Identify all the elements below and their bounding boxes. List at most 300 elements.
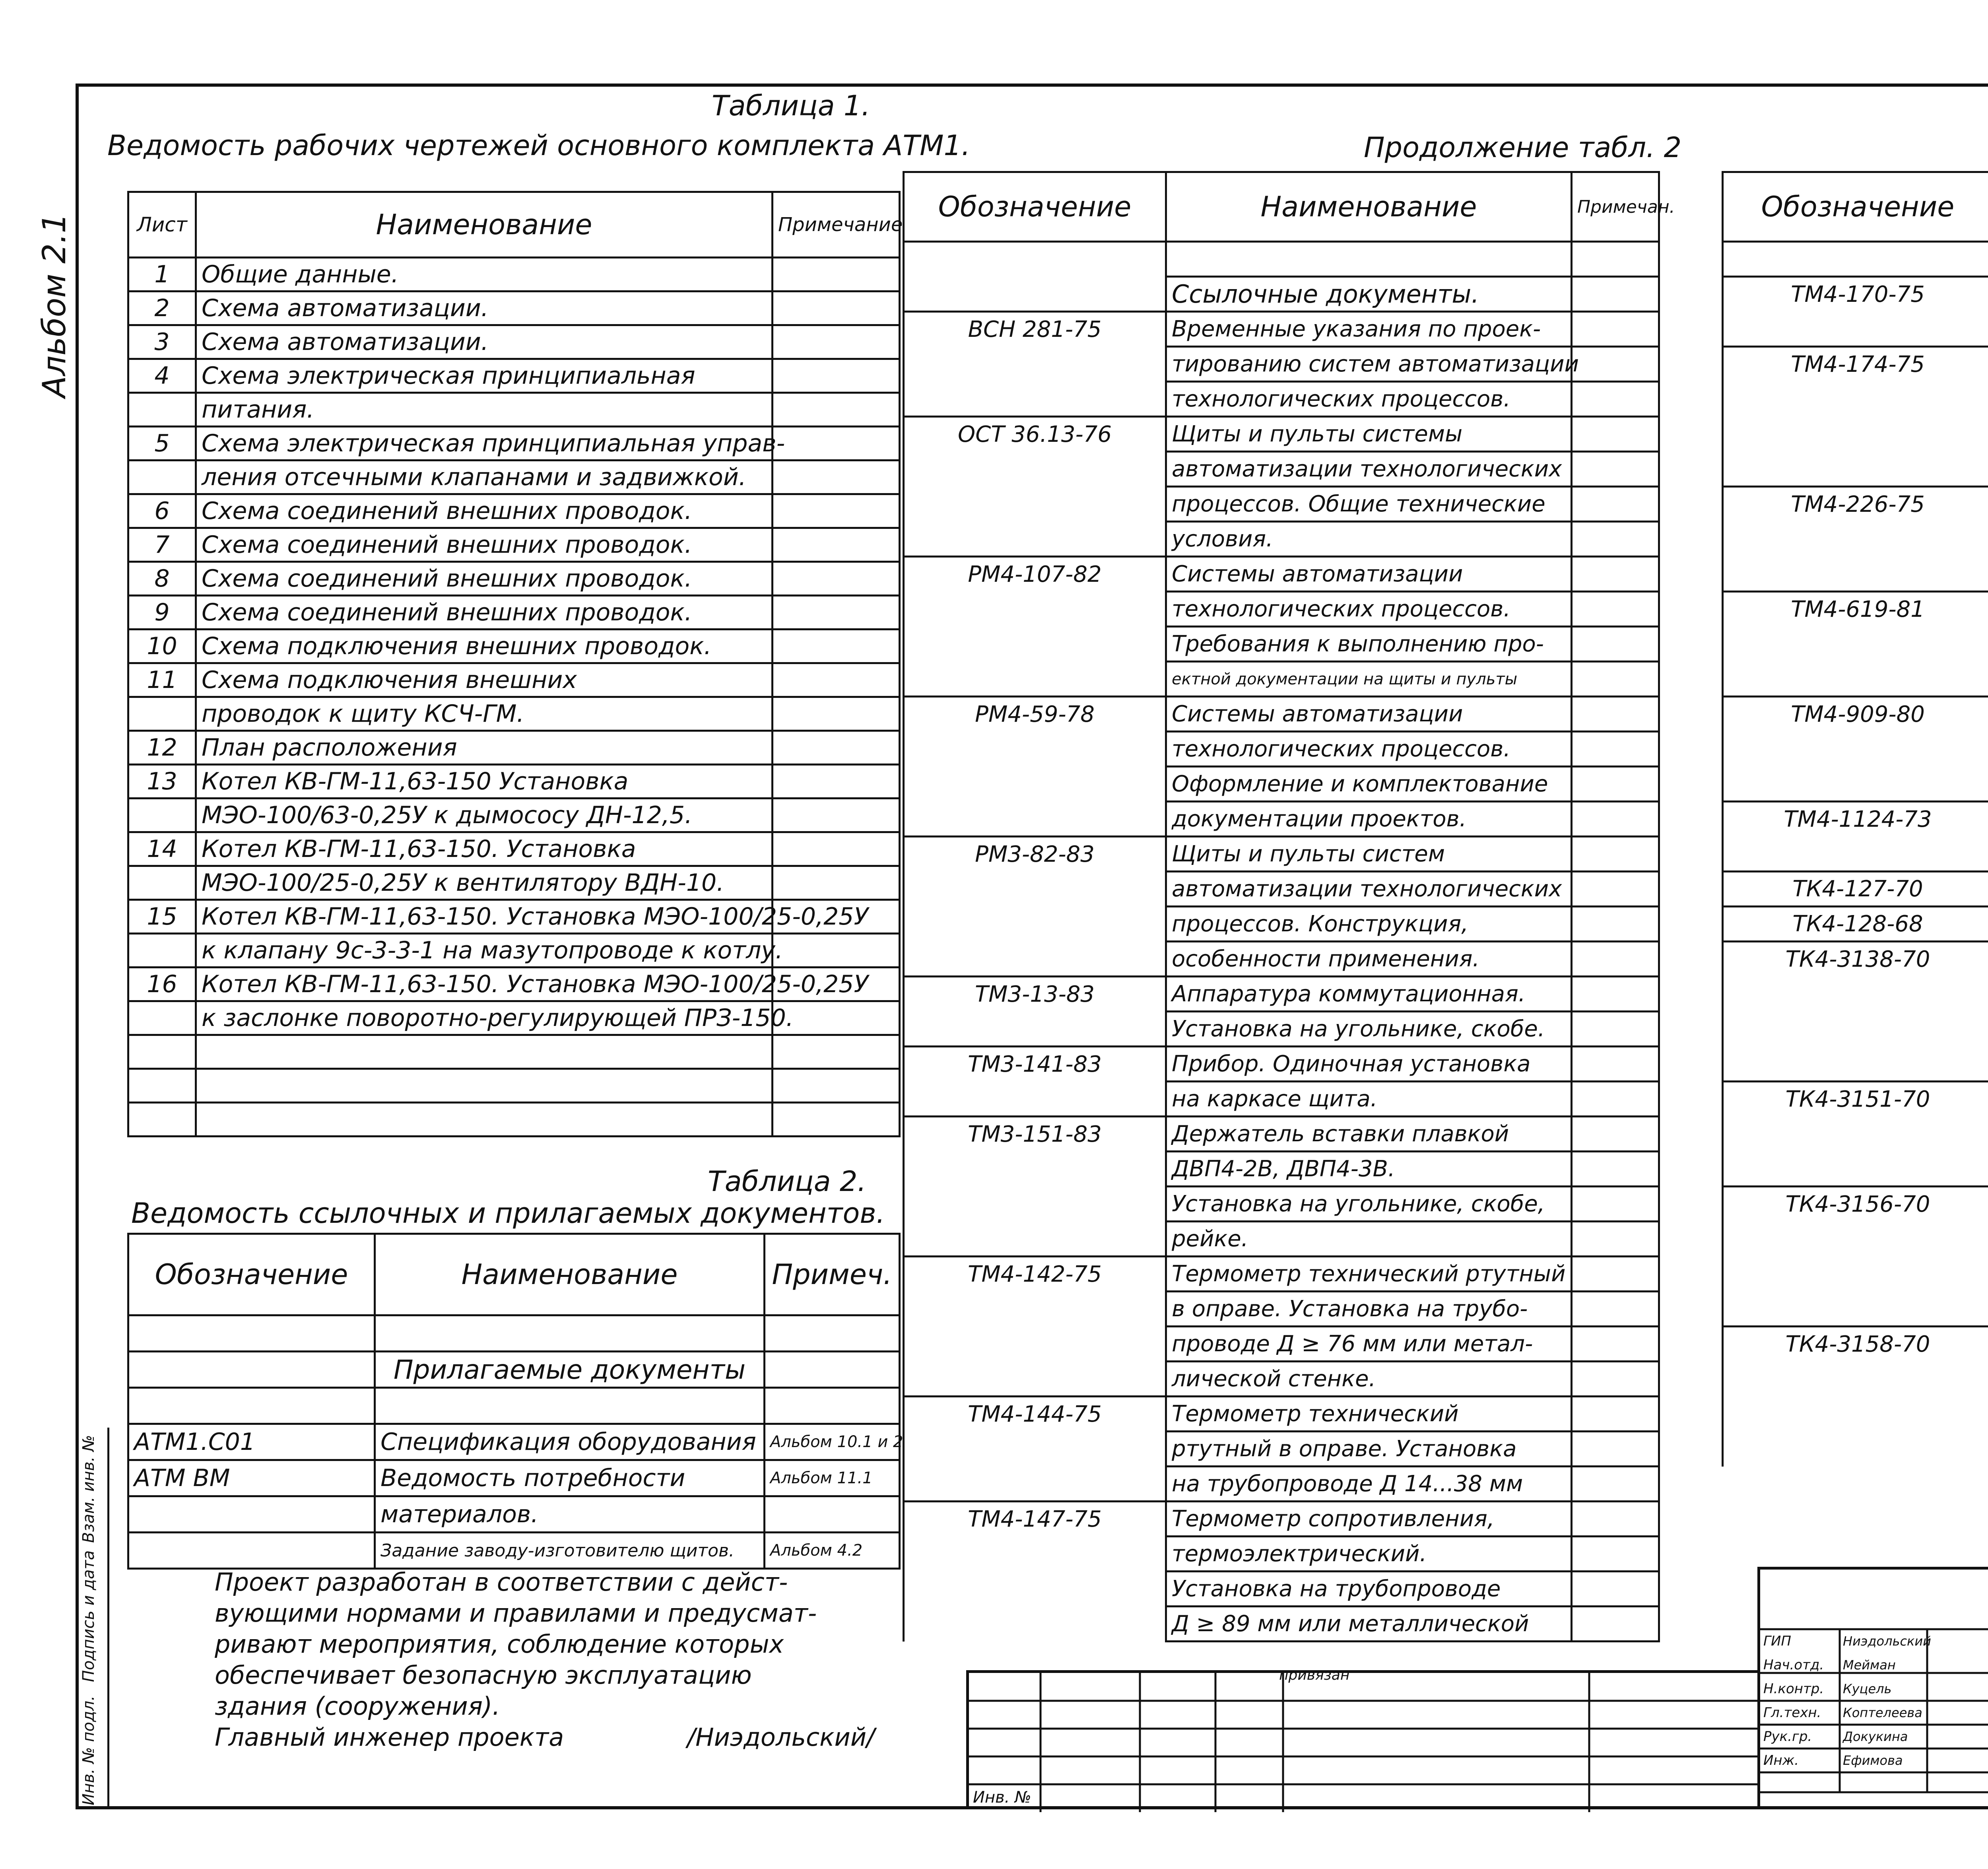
sheet-number: 2 xyxy=(128,291,196,325)
sheet-number: 12 xyxy=(128,731,196,765)
table-row xyxy=(904,802,1659,837)
doc-code xyxy=(904,1152,1166,1187)
table-row xyxy=(904,1327,1659,1362)
sheet-name: ления отсечными клапанами и задвижкой. xyxy=(196,460,773,494)
sheet-note xyxy=(773,596,900,629)
table3-header-code: Обозначение xyxy=(904,172,1166,242)
table-row xyxy=(1723,382,1988,417)
sheet-name: Схема электрическая принципиальная управ- xyxy=(196,427,773,460)
stamp-attached: привязан xyxy=(1279,1667,1350,1683)
table-row xyxy=(128,629,900,663)
sheet-name: Котел КВ-ГМ-11,63-150. Установка МЭО-100/25-0,25У xyxy=(196,900,773,934)
doc-note xyxy=(1572,382,1659,417)
doc-note xyxy=(1572,417,1659,452)
table2-header-name: Наименование xyxy=(375,1234,765,1315)
doc-note xyxy=(1572,1117,1659,1152)
doc-code xyxy=(128,1388,375,1424)
stamp-role: Н.контр. xyxy=(1763,1681,1824,1697)
table-row xyxy=(1723,1222,1988,1257)
sheet-note xyxy=(773,494,900,528)
doc-code xyxy=(1723,767,1988,802)
doc-code xyxy=(904,1292,1166,1327)
table3-header-note: Примечан. xyxy=(1572,172,1659,242)
table-row xyxy=(128,1352,900,1388)
doc-code xyxy=(1723,977,1988,1012)
doc-code xyxy=(904,872,1166,907)
sheet-number: 8 xyxy=(128,562,196,596)
table-row xyxy=(1723,557,1988,592)
sheet-number xyxy=(128,1035,196,1069)
note-line: обеспечивает безопасную эксплуатацию xyxy=(215,1661,752,1690)
table-row xyxy=(904,242,1659,277)
doc-code: ТК4-3156-70 xyxy=(1723,1187,1988,1222)
table-row xyxy=(904,767,1659,802)
stamp-role: Гл.техн. xyxy=(1763,1705,1821,1721)
doc-code xyxy=(904,1082,1166,1117)
sheet-note xyxy=(773,832,900,866)
note-line: ривают мероприятия, соблюдение которых xyxy=(215,1630,784,1659)
doc-code xyxy=(904,1607,1166,1642)
doc-note xyxy=(1572,242,1659,277)
table-row xyxy=(1723,277,1988,312)
table-row xyxy=(904,347,1659,382)
doc-note xyxy=(1572,1152,1659,1187)
table3 xyxy=(903,171,1675,1642)
table-row xyxy=(1723,977,1988,1012)
doc-code: ТМ3-13-83 xyxy=(904,977,1166,1012)
table1-header-name: Наименование xyxy=(196,192,773,258)
side-label-inv: Инв. № подл. xyxy=(80,1696,98,1805)
doc-note xyxy=(1572,452,1659,487)
doc-name: в оправе. Установка на трубо- xyxy=(1166,1292,1572,1327)
doc-code xyxy=(128,1533,375,1569)
doc-code xyxy=(904,732,1166,767)
table-row xyxy=(128,832,900,866)
table-row xyxy=(1723,1397,1988,1432)
table-row xyxy=(128,1388,900,1424)
table-row xyxy=(1723,522,1988,557)
sheet-number: 1 xyxy=(128,258,196,291)
doc-note xyxy=(765,1315,900,1352)
doc-code xyxy=(1723,1432,1988,1467)
table-row xyxy=(904,1572,1659,1607)
stamp-name: Ниэдольский xyxy=(1843,1634,1931,1649)
doc-code xyxy=(1723,662,1988,697)
table-row xyxy=(1723,802,1988,837)
table-row xyxy=(1723,697,1988,732)
sheet-number xyxy=(128,799,196,832)
doc-name: Термометр технический xyxy=(1166,1397,1572,1432)
doc-note xyxy=(1572,1327,1659,1362)
doc-name: рейке. xyxy=(1166,1222,1572,1257)
table2-header-code: Обозначение xyxy=(128,1234,375,1315)
doc-note: Альбом 4.2 xyxy=(765,1533,900,1569)
doc-note xyxy=(765,1496,900,1533)
sheet-name: Котел КВ-ГМ-11,63-150 Установка xyxy=(196,765,773,799)
table-row xyxy=(1723,627,1988,662)
doc-code xyxy=(904,522,1166,557)
note-line: вующими нормами и правилами и предусмат- xyxy=(215,1599,817,1628)
table-row xyxy=(1723,907,1988,942)
sheet-name: к заслонке поворотно-регулирующей ПРЗ-150. xyxy=(196,1001,773,1035)
sheet-number: 7 xyxy=(128,528,196,562)
table-row xyxy=(1723,1432,1988,1467)
doc-code xyxy=(1723,627,1988,662)
table-row xyxy=(1723,837,1988,872)
doc-note xyxy=(1572,837,1659,872)
doc-code: АТМ1.С01 xyxy=(128,1424,375,1460)
doc-note xyxy=(1572,277,1659,312)
sheet-name: Схема соединений внешних проводок. xyxy=(196,596,773,629)
table-row xyxy=(904,1012,1659,1047)
sheet-note xyxy=(773,697,900,731)
table-row xyxy=(904,1047,1659,1082)
doc-name: Требования к выполнению про- xyxy=(1166,627,1572,662)
table-row xyxy=(1723,1152,1988,1187)
doc-code xyxy=(904,382,1166,417)
table-row xyxy=(128,460,900,494)
doc-code xyxy=(904,1432,1166,1467)
sheet-note xyxy=(773,291,900,325)
sheet-number: 11 xyxy=(128,663,196,697)
table-row xyxy=(904,1152,1659,1187)
doc-note xyxy=(1572,627,1659,662)
sheet-name: План расположения xyxy=(196,731,773,765)
doc-name: материалов. xyxy=(375,1496,765,1533)
table-row xyxy=(1723,1257,1988,1292)
sheet-name: Котел КВ-ГМ-11,63-150. Установка МЭО-100/25-0,25У xyxy=(196,968,773,1001)
doc-code: ТМ4-226-75 xyxy=(1723,487,1988,522)
sheet-name: к клапану 9с-3-3-1 на мазутопроводе к котлу. xyxy=(196,934,773,968)
table-row xyxy=(904,522,1659,557)
table-row xyxy=(904,1502,1659,1537)
table2-header-note: Примеч. xyxy=(765,1234,900,1315)
doc-code: АТМ ВМ xyxy=(128,1460,375,1496)
table-row xyxy=(128,291,900,325)
sheet-note xyxy=(773,1069,900,1103)
sheet-number: 5 xyxy=(128,427,196,460)
doc-name: Прибор. Одиночная установка xyxy=(1166,1047,1572,1082)
sheet-number xyxy=(128,460,196,494)
table-row xyxy=(904,1257,1659,1292)
sheet-note xyxy=(773,663,900,697)
table-row xyxy=(1723,1117,1988,1152)
doc-code xyxy=(1723,1292,1988,1327)
doc-note xyxy=(1572,1292,1659,1327)
table-row xyxy=(128,325,900,359)
doc-name: Установка на угольнике, скобе, xyxy=(1166,1187,1572,1222)
table-row xyxy=(1723,347,1988,382)
doc-name: на каркасе щита. xyxy=(1166,1082,1572,1117)
side-label-sign: Подпись и дата xyxy=(80,1550,98,1682)
sheet-name xyxy=(196,1103,773,1137)
doc-name: Ведомость потребности xyxy=(375,1460,765,1496)
sheet-number xyxy=(128,1001,196,1035)
sheet-name: Котел КВ-ГМ-11,63-150. Установка xyxy=(196,832,773,866)
doc-note xyxy=(1572,522,1659,557)
doc-code xyxy=(1723,837,1988,872)
table-row xyxy=(904,732,1659,767)
sheet-note xyxy=(773,325,900,359)
doc-note: Альбом 11.1 xyxy=(765,1460,900,1496)
doc-name: технологических процессов. xyxy=(1166,592,1572,627)
table-row xyxy=(1723,592,1988,627)
sheet-note xyxy=(773,528,900,562)
table-row xyxy=(128,1069,900,1103)
doc-code xyxy=(1723,732,1988,767)
table-row xyxy=(128,359,900,393)
doc-name: процессов. Конструкция, xyxy=(1166,907,1572,942)
sheet-note xyxy=(773,765,900,799)
doc-note xyxy=(1572,1362,1659,1397)
sheet-number: 10 xyxy=(128,629,196,663)
table-row xyxy=(1723,312,1988,347)
stamp-name: Коптелеева xyxy=(1843,1705,1922,1720)
table-row xyxy=(1723,1292,1988,1327)
table-row xyxy=(1723,1187,1988,1222)
doc-name: Системы автоматизации xyxy=(1166,697,1572,732)
doc-code xyxy=(904,802,1166,837)
table-row xyxy=(1723,417,1988,452)
doc-note xyxy=(1572,592,1659,627)
table2-title: Ведомость ссылочных и прилагаемых документов. xyxy=(131,1197,885,1230)
doc-name: Держатель вставки плавкой xyxy=(1166,1117,1572,1152)
sheet-name: Схема электрическая принципиальная xyxy=(196,359,773,393)
sheet-name: МЭО-100/63-0,25У к дымососу ДН-12,5. xyxy=(196,799,773,832)
doc-code xyxy=(1723,1362,1988,1397)
doc-note xyxy=(1572,1397,1659,1432)
doc-name: Оформление и комплектование xyxy=(1166,767,1572,802)
doc-note xyxy=(1572,312,1659,347)
doc-note xyxy=(1572,767,1659,802)
sheet-name: Схема соединений внешних проводок. xyxy=(196,528,773,562)
table-row xyxy=(1723,942,1988,977)
doc-code xyxy=(904,592,1166,627)
doc-code xyxy=(1723,312,1988,347)
table-row xyxy=(904,977,1659,1012)
table1-caption: Таблица 1. xyxy=(712,89,870,122)
sheet-number: 3 xyxy=(128,325,196,359)
table-row xyxy=(904,382,1659,417)
doc-code xyxy=(1723,242,1988,277)
table-row xyxy=(128,1424,900,1460)
doc-note xyxy=(1572,1257,1659,1292)
table1-title: Ведомость рабочих чертежей основного комплекта АТМ1. xyxy=(107,129,971,162)
title-block xyxy=(1757,1567,1988,1809)
table-row xyxy=(904,872,1659,907)
doc-code xyxy=(1723,452,1988,487)
doc-note xyxy=(1572,1012,1659,1047)
note-signer-name: /Ниэдольский/ xyxy=(687,1723,875,1752)
table-row xyxy=(904,837,1659,872)
table-row xyxy=(1723,1082,1988,1117)
doc-code: ТМ4-142-75 xyxy=(904,1257,1166,1292)
sheet-number xyxy=(128,866,196,900)
doc-name: ектной документации на щиты и пульты xyxy=(1166,662,1572,697)
sheet-note xyxy=(773,460,900,494)
sheet-number: 13 xyxy=(128,765,196,799)
doc-note xyxy=(765,1352,900,1388)
doc-note xyxy=(1572,1187,1659,1222)
doc-code xyxy=(1723,382,1988,417)
doc-note xyxy=(1572,1607,1659,1642)
doc-code xyxy=(128,1315,375,1352)
doc-code xyxy=(904,942,1166,977)
doc-code xyxy=(904,1327,1166,1362)
table-row xyxy=(128,1001,900,1035)
doc-code xyxy=(1723,1047,1988,1082)
table4 xyxy=(1722,171,1988,1467)
doc-code xyxy=(1723,417,1988,452)
doc-name: Щиты и пульты системы xyxy=(1166,417,1572,452)
doc-name: ДВП4-2В, ДВП4-3В. xyxy=(1166,1152,1572,1187)
table-row xyxy=(1723,242,1988,277)
stamp-names xyxy=(1843,1629,1931,1772)
doc-note xyxy=(1572,1082,1659,1117)
doc-note xyxy=(1572,977,1659,1012)
doc-code xyxy=(904,1572,1166,1607)
sheet-note xyxy=(773,731,900,765)
album-label: Альбом 2.1 xyxy=(36,213,73,398)
sheet-name: Схема подключения внешних проводок. xyxy=(196,629,773,663)
table-row xyxy=(904,1362,1659,1397)
doc-note xyxy=(1572,697,1659,732)
stamp-roles xyxy=(1763,1629,1824,1772)
table3-header-name: Наименование xyxy=(1166,172,1572,242)
doc-code xyxy=(1723,1222,1988,1257)
doc-code xyxy=(128,1352,375,1388)
doc-note xyxy=(1572,347,1659,382)
table-row xyxy=(128,1460,900,1496)
doc-note xyxy=(1572,1537,1659,1572)
doc-code xyxy=(1723,522,1988,557)
table-row xyxy=(904,942,1659,977)
doc-code: ТМ3-141-83 xyxy=(904,1047,1166,1082)
table1-header-sheet: Лист xyxy=(128,192,196,258)
doc-note xyxy=(1572,942,1659,977)
stamp-name: Ефимова xyxy=(1843,1753,1903,1768)
doc-name xyxy=(375,1388,765,1424)
doc-code xyxy=(904,1222,1166,1257)
doc-note xyxy=(1572,872,1659,907)
stamp-role: Инж. xyxy=(1763,1752,1799,1768)
doc-name: Щиты и пульты систем xyxy=(1166,837,1572,872)
sheet-note xyxy=(773,934,900,968)
sheet-number xyxy=(128,393,196,427)
doc-code xyxy=(904,277,1166,312)
doc-code xyxy=(904,1362,1166,1397)
doc-name: Установка на угольнике, скобе. xyxy=(1166,1012,1572,1047)
doc-code xyxy=(1723,1152,1988,1187)
doc-name: термоэлектрический. xyxy=(1166,1537,1572,1572)
design-note xyxy=(215,1567,875,1753)
stamp-inv-no: Инв. № xyxy=(973,1788,1031,1807)
sheet-name: питания. xyxy=(196,393,773,427)
table-row xyxy=(1723,662,1988,697)
table-row xyxy=(128,799,900,832)
sheet-note xyxy=(773,359,900,393)
doc-code xyxy=(904,1537,1166,1572)
doc-code xyxy=(904,487,1166,522)
table-row xyxy=(128,663,900,697)
table-row xyxy=(904,627,1659,662)
doc-note xyxy=(1572,802,1659,837)
doc-name: ртутный в оправе. Установка xyxy=(1166,1432,1572,1467)
doc-note xyxy=(1572,1467,1659,1502)
doc-note xyxy=(1572,1432,1659,1467)
doc-name: особенности применения. xyxy=(1166,942,1572,977)
sheet-note xyxy=(773,427,900,460)
table-row xyxy=(1723,487,1988,522)
doc-name: Системы автоматизации xyxy=(1166,557,1572,592)
note-line: здания (сооружения). xyxy=(215,1692,500,1721)
doc-code xyxy=(904,627,1166,662)
table-row xyxy=(128,900,900,934)
sheet-name xyxy=(196,1035,773,1069)
doc-code: ТМ4-147-75 xyxy=(904,1502,1166,1537)
doc-name: тированию систем автоматизации xyxy=(1166,347,1572,382)
table-row xyxy=(128,596,900,629)
table1-header-note: Примечание xyxy=(773,192,900,258)
doc-code xyxy=(904,242,1166,277)
table-row xyxy=(1723,767,1988,802)
doc-code xyxy=(128,1496,375,1533)
sheet-number xyxy=(128,1103,196,1137)
doc-note xyxy=(1572,1222,1659,1257)
doc-code xyxy=(904,662,1166,697)
doc-note xyxy=(1572,1502,1659,1537)
table-row xyxy=(128,765,900,799)
doc-name: технологических процессов. xyxy=(1166,382,1572,417)
sheet-name: Схема автоматизации. xyxy=(196,325,773,359)
doc-name: Аппаратура коммутационная. xyxy=(1166,977,1572,1012)
sheet-name: МЭО-100/25-0,25У к вентилятору ВДН-10. xyxy=(196,866,773,900)
sheet-number xyxy=(128,934,196,968)
doc-code: ТМ4-909-80 xyxy=(1723,697,1988,732)
table-row xyxy=(128,731,900,765)
table-row xyxy=(128,258,900,291)
table-row xyxy=(128,427,900,460)
table-row xyxy=(904,487,1659,522)
doc-name: лической стенке. xyxy=(1166,1362,1572,1397)
table3-caption: Продолжение табл. 2 xyxy=(1364,131,1682,164)
sheet-number: 6 xyxy=(128,494,196,528)
doc-code: ТМ4-619-81 xyxy=(1723,592,1988,627)
table-row xyxy=(1723,1012,1988,1047)
doc-note xyxy=(1572,1572,1659,1607)
sheet-number xyxy=(128,697,196,731)
doc-name: Задание заводу-изготовителю щитов. xyxy=(375,1533,765,1569)
table-row xyxy=(128,528,900,562)
sheet-name: Схема соединений внешних проводок. xyxy=(196,562,773,596)
stamp-left-grid xyxy=(966,1667,1757,1809)
stamp-name: Куцель xyxy=(1843,1681,1892,1696)
doc-name: Термометр технический ртутный xyxy=(1166,1257,1572,1292)
table-row xyxy=(1723,872,1988,907)
doc-name: Временные указания по проек- xyxy=(1166,312,1572,347)
doc-note xyxy=(1572,557,1659,592)
doc-code xyxy=(1723,1012,1988,1047)
doc-note xyxy=(765,1388,900,1424)
table-row xyxy=(128,1533,900,1569)
table2 xyxy=(127,1233,901,1570)
doc-code: ОСТ 36.13-76 xyxy=(904,417,1166,452)
table-row xyxy=(1723,1327,1988,1362)
doc-name: Ссылочные документы. xyxy=(1166,277,1572,312)
note-signer-title: Главный инженер проекта xyxy=(215,1723,564,1752)
doc-code xyxy=(1723,1397,1988,1432)
doc-code xyxy=(904,1467,1166,1502)
